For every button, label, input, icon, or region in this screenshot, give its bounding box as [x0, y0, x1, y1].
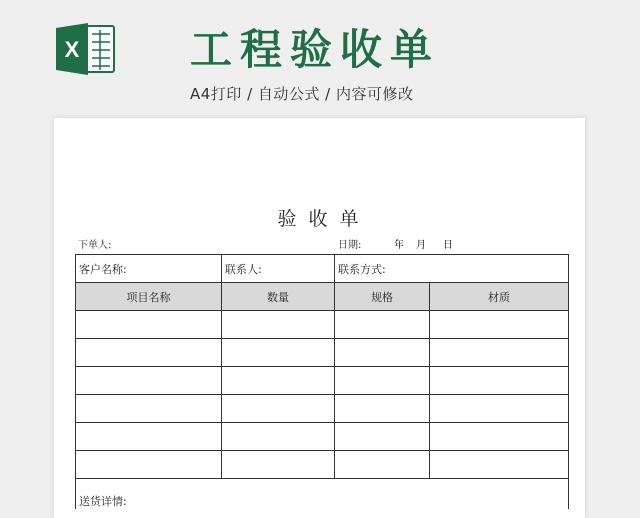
table-cell[interactable] [76, 311, 222, 339]
orderer-label: 下单人: [78, 240, 112, 251]
form-sheet [54, 118, 585, 518]
table-cell[interactable] [335, 311, 430, 339]
table-cell[interactable] [430, 451, 569, 479]
table-cell[interactable] [76, 451, 222, 479]
table-cell[interactable] [335, 367, 430, 395]
table-cell[interactable] [76, 423, 222, 451]
delivery-note-row [76, 479, 569, 510]
table-cell[interactable] [76, 395, 222, 423]
table-cell[interactable] [222, 367, 335, 395]
table-row [76, 423, 569, 451]
contact-method-cell[interactable]: 联系方式: [335, 255, 569, 283]
month-label: 月 [416, 240, 426, 251]
table-header-row [76, 283, 569, 311]
table-row [76, 451, 569, 479]
table-cell[interactable] [76, 367, 222, 395]
acceptance-table [75, 254, 569, 509]
table-cell[interactable] [335, 339, 430, 367]
banner-title: 工程验收单 [190, 25, 441, 74]
excel-logo-icon [54, 20, 116, 78]
column-header: 规格 [335, 283, 430, 311]
table-cell[interactable] [335, 451, 430, 479]
client-name-cell[interactable]: 客户名称: [76, 255, 222, 283]
table-row [76, 395, 569, 423]
table-cell[interactable] [430, 311, 569, 339]
client-info-row [76, 255, 569, 283]
date-label: 日期: [338, 240, 362, 251]
table-cell[interactable] [222, 451, 335, 479]
table-row [76, 367, 569, 395]
column-header: 材质 [430, 283, 569, 311]
table-cell[interactable] [222, 339, 335, 367]
table-cell[interactable] [335, 395, 430, 423]
table-cell[interactable] [222, 311, 335, 339]
day-label: 日 [443, 240, 453, 251]
table-cell[interactable] [222, 395, 335, 423]
table-row [76, 311, 569, 339]
table-cell[interactable] [430, 367, 569, 395]
delivery-note-label[interactable]: 送货详情: [76, 479, 569, 510]
form-title: 验 收 单 [277, 208, 362, 230]
excel-logo-letter: X [64, 37, 80, 62]
column-header: 数量 [222, 283, 335, 311]
table-row [76, 339, 569, 367]
column-header: 项目名称 [76, 283, 222, 311]
table-cell[interactable] [430, 339, 569, 367]
table-cell[interactable] [430, 423, 569, 451]
table-cell[interactable] [335, 423, 430, 451]
banner-subtitle: A4打印 / 自动公式 / 内容可修改 [190, 85, 414, 103]
table-cell[interactable] [222, 423, 335, 451]
table-cell[interactable] [76, 339, 222, 367]
contact-person-cell[interactable]: 联系人: [222, 255, 335, 283]
year-label: 年 [394, 240, 404, 251]
table-cell[interactable] [430, 395, 569, 423]
